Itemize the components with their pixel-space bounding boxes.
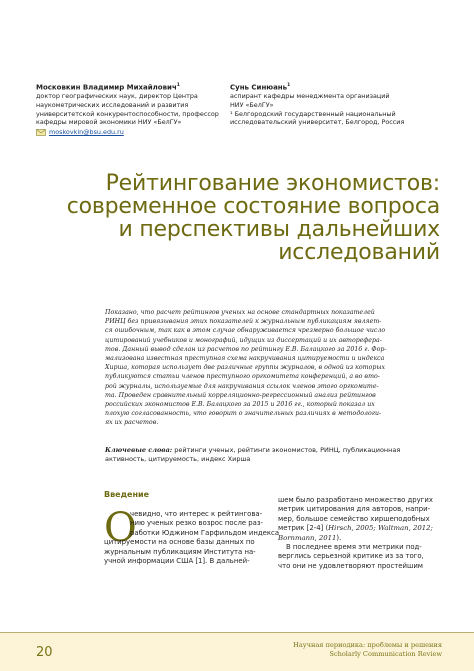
author-affiliation-line: доктор географических наук, директор Центра: [36, 92, 198, 101]
author-affiliation-line: исследовательский университет, Белгород, Россия: [230, 118, 405, 127]
abstract-line: Хирша, которая использует две различные группы журналов, в одной из которых: [105, 364, 385, 372]
keywords-text: активность, цитируемость, индекс Хирша: [105, 455, 251, 463]
abstract-line: российских экономистов Е.В. Балацкого за 2015 и 2016 гг., который показал их: [105, 401, 375, 409]
citation-text: Bornmann, 2011: [278, 533, 337, 542]
envelope-icon: [36, 129, 46, 136]
author-affiliation-line: НИУ «БелГУ»: [230, 100, 274, 109]
keywords-label: Ключевые слова:: [105, 446, 173, 454]
body-line: шем было разработано множество других: [278, 496, 433, 504]
journal-title-ru: Научная периодика: проблемы и решения: [293, 641, 442, 649]
abstract-line: рой журналы, используемые для накручивания ссылок членов этого оргкомите-: [105, 382, 379, 390]
body-column-left: [104, 505, 280, 566]
abstract: [105, 308, 439, 428]
body-line: мер, большое семейство хиршеподобных: [278, 514, 430, 523]
author-affiliation-line: университетской конкурентоспособности, профессор: [36, 109, 219, 118]
body-line: журнальным публикациям Института на-: [104, 547, 256, 556]
abstract-line: тов. Данный вывод сделан из расчетов по рейтингу Е.В. Балацкого за 2016 г. Фор-: [105, 345, 387, 353]
body-line: метрик цитирования для авторов, напри-: [278, 505, 431, 514]
author-email-link[interactable]: moskovkin@bsu.edu.ru: [49, 127, 124, 136]
author-affiliation-line: кафедры мировой экономики НИУ «БелГУ»: [36, 118, 182, 127]
body-line: В последнее время эти метрики под-: [286, 543, 422, 552]
body-line: верглись серьезной критике из за того,: [278, 552, 424, 561]
abstract-line: плохую согласованность, что говорит о значительных различиях в методологи-: [105, 410, 382, 418]
journal-title-en: Scholarly Communication Review: [329, 650, 442, 658]
author-email-row: [36, 128, 226, 137]
keywords-line-1: [105, 446, 439, 455]
page-footer: [0, 632, 474, 671]
body-line: учной информации США [1]. В дальней-: [104, 557, 250, 566]
body-column-right: [278, 496, 442, 571]
journal-name: [293, 641, 442, 659]
abstract-line: цитирований учебников и монографий, идущих из диссертаций и их авторефера-: [105, 336, 382, 344]
body-line: работки Юджином Гарфильдом индекса: [130, 528, 280, 537]
title-line: Рейтингование экономистов:: [105, 171, 440, 196]
author-block-2: [230, 81, 435, 127]
abstract-line: Показано, что расчет рейтингов ученых на основе стандартных показателей: [105, 309, 375, 316]
body-line: что они не удовлетворяют простейшим: [278, 561, 423, 570]
abstract-line: публикуются статьи членов преступного оргкомитета конференций, а во вто-: [105, 373, 380, 381]
author-name: Сунь Синюань$^1$: [230, 83, 291, 92]
author-name: Московкин Владимир Михайлович$^1$: [36, 83, 180, 92]
drop-cap: О: [104, 505, 137, 551]
abstract-line: ях их расчетов.: [105, 419, 159, 427]
body-line: [278, 534, 442, 543]
page-number: 20: [36, 645, 53, 660]
body-line: [278, 524, 442, 533]
abstract-line: мализована известная преступная схема накручивания цитируемости и индекса: [105, 355, 385, 363]
author-block-1: [36, 81, 226, 136]
author-affiliation-line: ¹ Белгородский государственный национальный: [230, 109, 396, 118]
body-text: ).: [336, 533, 342, 542]
keywords-text: рейтинги ученых, рейтинги экономистов, РИНЦ, публикационная: [174, 446, 401, 454]
body-text: метрик [2-4] (: [278, 524, 329, 533]
body-line: цитируемости на основе базы данных по: [104, 538, 255, 547]
body-line: нию ученых резко возрос после раз-: [130, 519, 264, 528]
keywords: [105, 446, 439, 464]
body-line: чевидно, что интерес к рейтингова-: [130, 510, 263, 518]
article-title: [34, 172, 440, 264]
section-heading: Введение: [104, 490, 150, 499]
abstract-line: ся ошибочным, так как в этом случае обнаруживается чрезмерно большое число: [105, 327, 386, 335]
citation-text: Hirsch, 2005; Waltman, 2012;: [328, 524, 433, 533]
title-line: исследований: [278, 240, 440, 265]
abstract-line: РИНЦ без привязывания этих показателей к журнальным публикациям являет-: [105, 318, 382, 326]
abstract-line: та. Проведен сравнительный корреляционно-регрессионный анализ рейтингов: [105, 391, 376, 399]
author-affiliation-line: аспирант кафедры менеджмента организаций: [230, 92, 390, 101]
title-line: и перспективы дальнейших: [118, 217, 440, 242]
title-line: современное состояние вопроса: [66, 194, 440, 219]
author-affiliation-line: наукометрических исследований и развития: [36, 100, 189, 109]
